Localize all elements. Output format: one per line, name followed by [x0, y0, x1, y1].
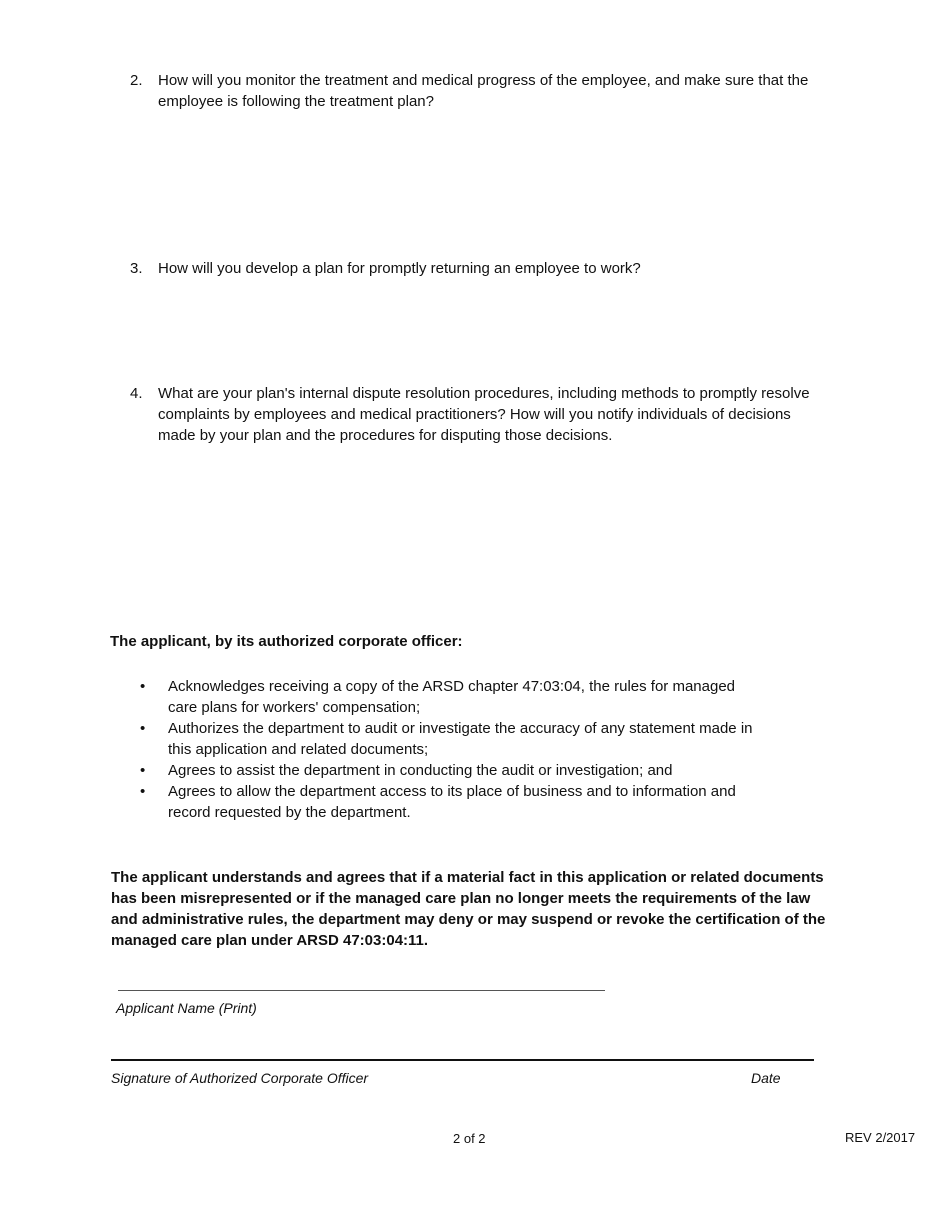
- bullet-glyph: •: [140, 678, 146, 695]
- question-text: What are your plan's internal dispute resolution procedures, including methods to promptly resolve complaints by employees and medical practitioners? How will you notify individuals of decisions made by your plan and the procedures for disputing those decisions.: [158, 385, 810, 444]
- question-number: 3.: [130, 260, 143, 277]
- question-text: How will you monitor the treatment and medical progress of the employee, and make sure that the employee is following the treatment plan?: [158, 72, 809, 110]
- question-text: How will you develop a plan for promptly returning an employee to work?: [158, 260, 641, 277]
- question-number: 2.: [130, 72, 143, 89]
- question-number: 4.: [130, 385, 143, 402]
- signature-label: Signature of Authorized Corporate Officer: [111, 1070, 369, 1086]
- acknowledgement-list: [140, 676, 760, 823]
- applicant-name-label: Applicant Name (Print): [116, 1000, 257, 1016]
- bullet-glyph: •: [140, 762, 146, 779]
- list-item: [140, 718, 760, 760]
- list-item: [140, 781, 760, 823]
- list-item: [140, 676, 760, 718]
- list-item: [140, 760, 760, 781]
- bullet-glyph: •: [140, 720, 146, 737]
- applicant-statement: The applicant understands and agrees that if a material fact in this application or related documents has been misrepresented or if the managed care plan no longer meets the requirements of the law and administrative rules, the department may deny or may suspend or revoke the certification of the managed care plan under ARSD 47:03:04:11.: [111, 869, 826, 949]
- question-3: [130, 258, 830, 280]
- question-4: [130, 383, 830, 449]
- question-2: [130, 70, 830, 114]
- signature-line[interactable]: [111, 1059, 814, 1061]
- list-item-text: Acknowledges receiving a copy of the ARSD chapter 47:03:04, the rules for managed care plans for workers' compensation;: [168, 678, 736, 716]
- list-item-text: Agrees to allow the department access to its place of business and to information and record requested by the department.: [168, 783, 736, 821]
- list-item-text: Authorizes the department to audit or investigate the accuracy of any statement made in this application and related documents;: [168, 720, 753, 758]
- applicant-heading: The applicant, by its authorized corporate officer:: [110, 633, 463, 650]
- list-item-text: Agrees to assist the department in conducting the audit or investigation; and: [168, 762, 673, 779]
- page-number: 2 of 2: [453, 1131, 486, 1146]
- revision-label: REV 2/2017: [845, 1130, 916, 1145]
- bullet-glyph: •: [140, 783, 146, 800]
- date-label: Date: [751, 1070, 781, 1086]
- applicant-name-line[interactable]: [118, 990, 605, 991]
